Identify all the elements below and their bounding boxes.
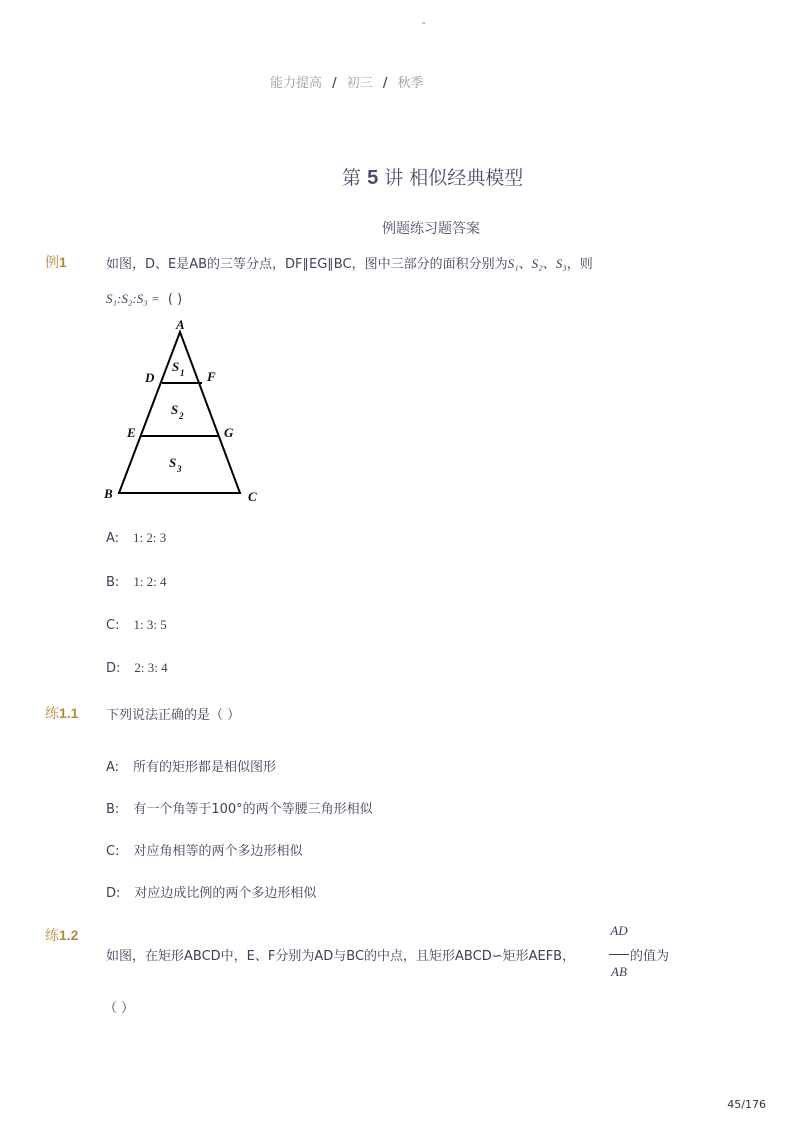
option-key: C: xyxy=(106,618,120,633)
top-mark: - xyxy=(422,18,426,29)
question-label-number: 1.2 xyxy=(59,927,79,943)
point-g-label: G xyxy=(224,425,234,440)
option-key: D: xyxy=(106,886,121,901)
option-key: C: xyxy=(106,844,120,859)
point-c-label: C xyxy=(248,489,257,504)
question-text: 如图，在矩形ABCD中，E、F分别为AD与BC的中点，且矩形ABCD∽矩形AEFB， xyxy=(106,949,576,964)
breadcrumb-separator: / xyxy=(382,76,388,91)
point-d-label: D xyxy=(145,370,155,385)
option-value: 所有的矩形都是相似图形 xyxy=(133,760,277,775)
question-label xyxy=(45,925,78,945)
question-label-prefix: 练 xyxy=(45,706,59,722)
option-b[interactable] xyxy=(106,574,167,590)
breadcrumb-item: 初三 xyxy=(346,76,373,91)
point-b-label: B xyxy=(104,486,113,501)
question-text: 下列说法正确的是（ ） xyxy=(106,708,241,723)
option-value: 2: 3: 4 xyxy=(134,660,168,675)
region-s3-label: S xyxy=(169,455,177,470)
breadcrumb xyxy=(270,72,424,91)
question-label-prefix: 练 xyxy=(45,928,59,944)
option-key: B: xyxy=(106,575,120,590)
area-s2: S₂ xyxy=(531,256,543,271)
point-f-label: F xyxy=(207,369,216,384)
question-tail: ，则 xyxy=(566,257,593,272)
region-s1-sub: 1 xyxy=(180,368,185,378)
area-s1: S₁ xyxy=(507,256,519,271)
ratio-expression: S₁:S₂:S₃ = xyxy=(106,291,160,306)
fraction-bar xyxy=(609,954,629,955)
breadcrumb-separator: / xyxy=(332,76,337,91)
fraction-denominator: AB xyxy=(611,964,627,979)
lecture-suffix: 讲 相似经典模型 xyxy=(384,167,524,189)
option-key: D: xyxy=(106,661,121,676)
option-key: B: xyxy=(106,802,120,817)
option-value: 1: 2: 4 xyxy=(133,574,167,589)
region-s3-sub: 3 xyxy=(177,464,182,474)
question-label xyxy=(45,252,67,272)
option-value: 对应边成比例的两个多边形相似 xyxy=(134,886,317,901)
question-label-number: 1 xyxy=(59,254,67,270)
point-a-label: A xyxy=(176,317,185,332)
breadcrumb-item: 秋季 xyxy=(397,76,424,91)
option-d[interactable] xyxy=(106,660,168,676)
option-value: 有一个角等于100°的两个等腰三角形相似 xyxy=(133,802,373,817)
option-value: 对应角相等的两个多边形相似 xyxy=(133,844,303,859)
answer-paren: （ ） xyxy=(104,1001,135,1016)
option-d[interactable] xyxy=(106,882,316,901)
section-subtitle: 例题练习题答案 xyxy=(382,221,480,237)
page-number: 45/176 xyxy=(727,1098,766,1111)
option-c[interactable] xyxy=(106,840,302,859)
trapezoid-figure xyxy=(100,312,270,512)
question-text: 如图，D、E是AB的三等分点，DF∥EG∥BC，图中三部分的面积分别为S₁、S₂、S₃，则 xyxy=(106,256,593,272)
breadcrumb-item: 能力提高 xyxy=(270,76,323,91)
option-key: A: xyxy=(106,760,120,775)
option-a[interactable] xyxy=(106,756,276,775)
question-label xyxy=(45,703,78,723)
lecture-number: 5 xyxy=(367,167,379,189)
question-label-number: 1.1 xyxy=(59,705,79,721)
question-stem: 如图，D、E是AB的三等分点，DF∥EG∥BC，图中三部分的面积分别为 xyxy=(106,257,508,272)
region-s1-label: S xyxy=(172,359,180,374)
lecture-title xyxy=(342,163,523,190)
point-e-label: E xyxy=(127,425,136,440)
fraction-denominator-wrap xyxy=(609,964,629,980)
answer-paren: ( ) xyxy=(167,292,183,307)
question-label-prefix: 例 xyxy=(45,255,59,271)
option-key: A: xyxy=(106,531,120,546)
region-s2-label: S xyxy=(171,402,179,417)
option-b[interactable] xyxy=(106,798,373,817)
option-c[interactable] xyxy=(106,617,167,633)
fraction-numerator: AD xyxy=(610,923,628,938)
option-a[interactable] xyxy=(106,530,166,546)
region-s2-sub: 2 xyxy=(179,411,184,421)
option-value: 1: 2: 3 xyxy=(133,530,167,545)
option-value: 1: 3: 5 xyxy=(133,617,167,632)
lecture-prefix: 第 xyxy=(342,167,362,189)
ratio-line xyxy=(106,291,182,307)
fraction xyxy=(609,923,629,939)
question-tail: 的值为 xyxy=(630,949,670,964)
area-s3: S₃ xyxy=(555,256,567,271)
